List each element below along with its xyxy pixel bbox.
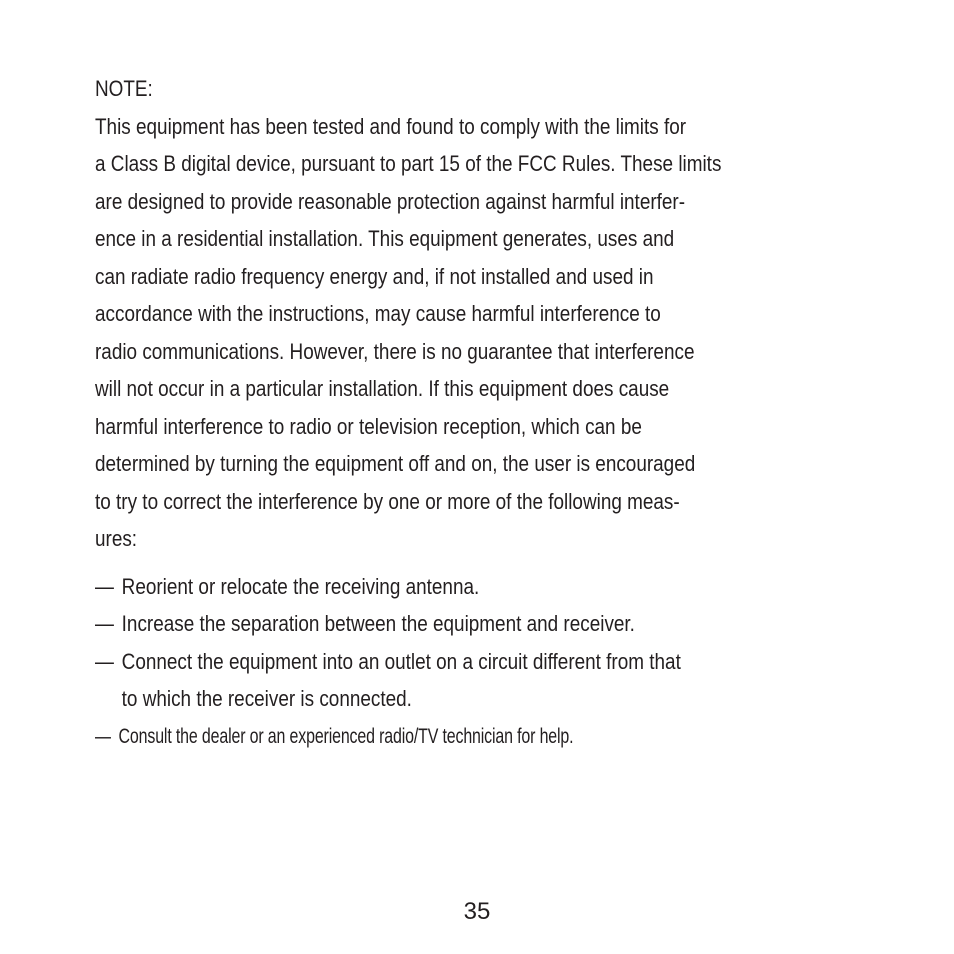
measure-item-separation — [95, 605, 890, 643]
measure-text: Consult the dealer or an experienced radio/TV technician for help. — [118, 724, 574, 748]
paragraph-line: are designed to provide reasonable protection against harmful interfer- — [95, 188, 686, 214]
paragraph-line: a Class B digital device, pursuant to part 15 of the FCC Rules. These limits — [95, 151, 722, 176]
fcc-notice — [95, 70, 890, 755]
paragraph-line: radio communications. However, there is no guarantee that interference — [95, 338, 695, 364]
paragraph-line: harmful interference to radio or television reception, which can be — [95, 413, 642, 439]
paragraph-line: can radiate radio frequency energy and, if not installed and used in — [95, 263, 654, 289]
measure-text: Reorient or relocate the receiving antenna. — [121, 573, 480, 599]
measure-item-reorient — [95, 568, 890, 606]
page-number: 35 — [463, 898, 491, 925]
fcc-statement-paragraph — [95, 108, 890, 558]
dash-bullet: — — [95, 573, 114, 599]
paragraph-line: This equipment has been tested and found to comply with the limits for — [95, 113, 687, 139]
measure-item-consult-dealer — [95, 718, 890, 756]
measures-list — [95, 568, 890, 756]
dash-bullet: — — [95, 648, 114, 674]
paragraph-line: ence in a residential installation. This equipment generates, uses and — [95, 226, 675, 251]
paragraph-line: to try to correct the interference by one or more of the following meas- — [95, 488, 680, 514]
measure-text: Increase the separation between the equipment and receiver. — [121, 611, 635, 636]
note-heading: NOTE: — [95, 76, 153, 101]
dash-bullet: — — [95, 611, 114, 636]
measure-text-continued: to which the receiver is connected. — [121, 686, 412, 711]
paragraph-line: determined by turning the equipment off and on, the user is encouraged — [95, 451, 696, 476]
measure-item-outlet — [95, 643, 890, 718]
paragraph-line: accordance with the instructions, may cause harmful interference to — [95, 301, 661, 326]
dash-bullet: — — [95, 724, 111, 748]
measure-text: Connect the equipment into an outlet on a circuit different from that — [121, 648, 681, 674]
paragraph-line: ures: — [95, 526, 138, 551]
paragraph-line: will not occur in a particular installation. If this equipment does cause — [95, 376, 670, 401]
